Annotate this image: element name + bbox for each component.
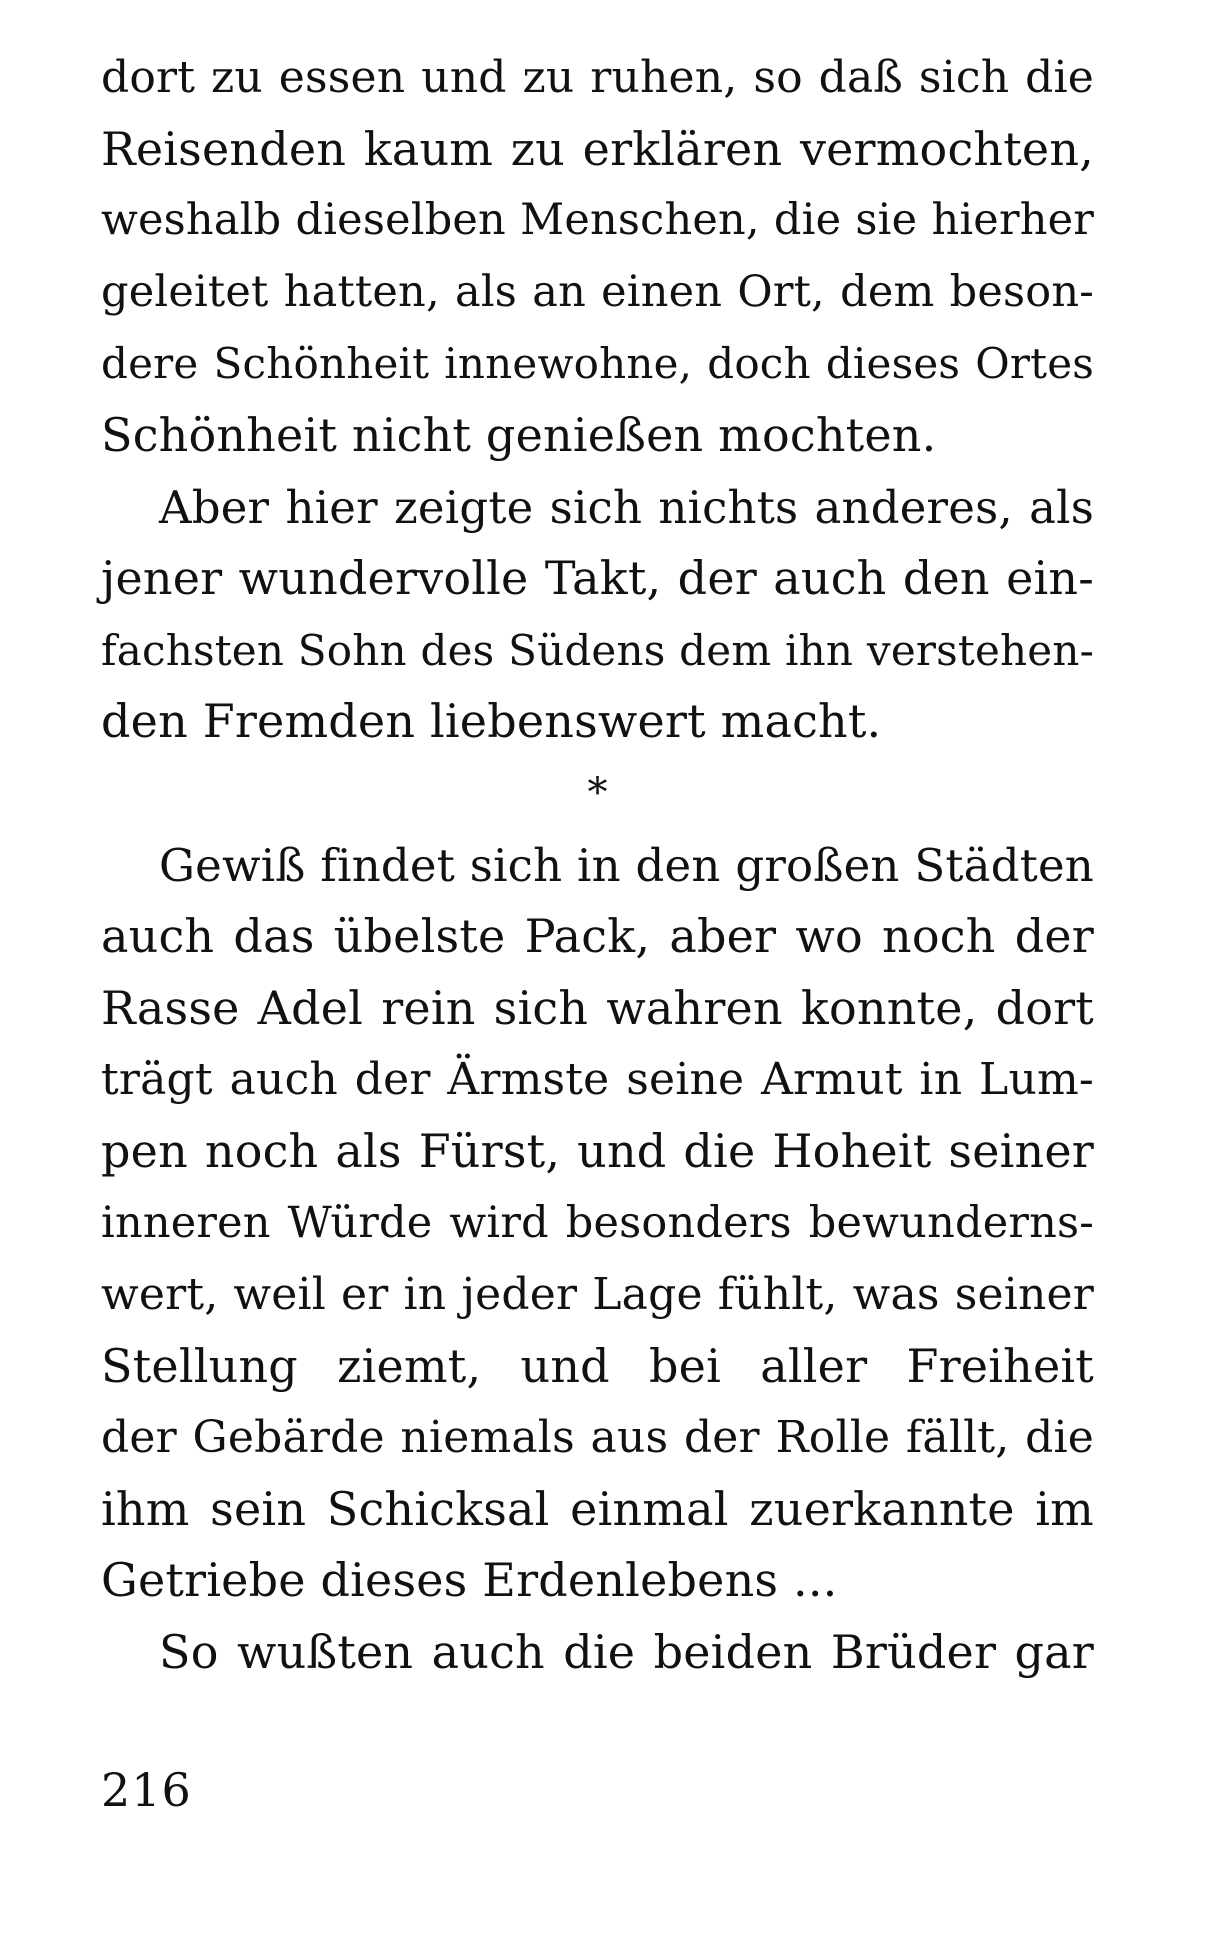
text-line: den Fremden liebenswert macht. [101,694,882,749]
text-line: ihm sein Schicksal einmal zuerkannte im [101,1481,1094,1536]
text-line: geleitet hatten, als an einen Ort, dem beson- [101,266,1094,317]
text-line: auch das übelste Pack, aber wo noch der [101,909,1094,964]
text-line: wert, weil er in jeder Lage fühlt, was seiner [101,1269,1094,1321]
text-line: Stellung ziemt, und bei aller Freiheit [101,1338,1094,1393]
text-line: der Gebärde niemals aus der Rolle fällt, die [101,1412,1094,1464]
page-number: 216 [101,1763,192,1817]
text-line: Getriebe dieses Erdenlebens ... [101,1553,838,1608]
text-line: Schönheit nicht genießen mochten. [101,407,937,462]
text-line: dere Schönheit innewohne, doch dieses Ortes [101,339,1094,389]
text-line: pen noch als Fürst, und die Hoheit seiner [101,1123,1094,1178]
text-line: trägt auch der Ärmste seine Armut in Lum- [101,1054,1094,1106]
text-line: jener wundervolle Takt, der auch den ein- [101,551,1094,606]
text-line: Reisenden kaum zu erklären vermochten, [101,121,1094,176]
text-line: fachsten Sohn des Südens dem ihn verstehen- [101,625,1094,675]
text-line: So wußten auch die beiden Brüder gar [159,1625,1094,1680]
text-line: Rasse Adel rein sich wahren konnte, dort [101,980,1094,1035]
text-line: inneren Würde wird besonders bewunderns- [101,1197,1094,1248]
text-line: dort zu essen und zu ruhen, so daß sich die [101,52,1094,103]
body-text [101,42,1094,1689]
text-line: Aber hier zeigte sich nichts anderes, als [159,480,1094,534]
text-line: Gewiß findet sich in den großen Städten [159,838,1094,892]
text-line: weshalb dieselben Menschen, die sie hierher [101,195,1094,246]
section-break-asterisk: * [587,769,608,816]
